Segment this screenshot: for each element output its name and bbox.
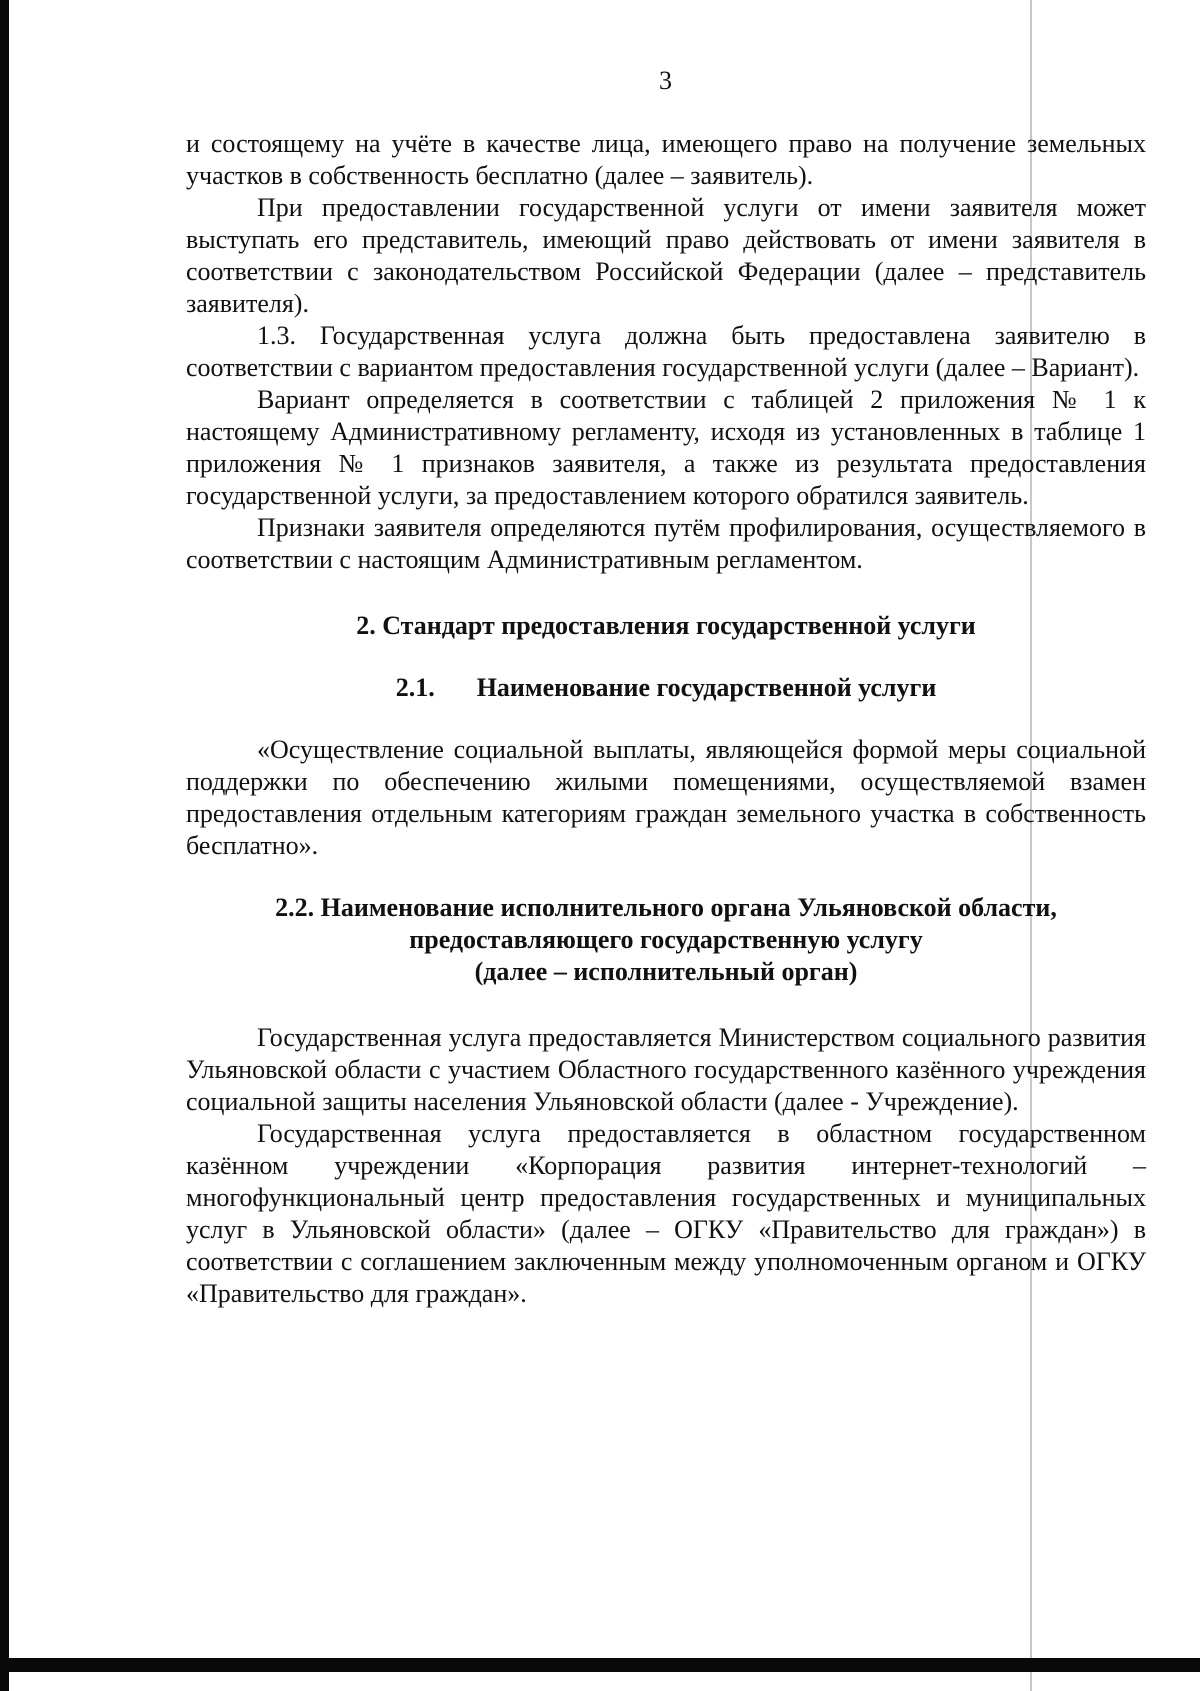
paragraph-service-name: «Осуществление социальной выплаты, являющейся формой меры социальной поддержки по обеспечению жилыми помещениями, осуществляемой взамен предоставления отдельным категориям граждан земельного участка в собственность бесплатно». [186, 735, 1146, 860]
document-body [186, 128, 1146, 1310]
paragraph-applicant: и состоящему на учёте в качестве лица, имеющего право на получение земельных участков в собственность бесплатно (далее – заявитель). [186, 129, 1146, 190]
paragraph-variant: Вариант определяется в соответствии с таблицей 2 приложения № 1 к настоящему Административному регламенту, исходя из установленных в таблице 1 приложения № 1 признаков заявителя, а также из результата предоставления государственной услуги, за предоставлением которого обратился заявитель. [186, 385, 1146, 510]
section-2-1-heading [186, 672, 1146, 704]
paragraph-1-3: 1.3. Государственная услуга должна быть предоставлена заявителю в соответствии с вариантом предоставления государственной услуги (далее – Вариант). [186, 321, 1146, 382]
scan-left-edge [0, 0, 9, 1691]
section-2-2-title-line3: (далее – исполнительный орган) [474, 957, 858, 986]
paragraph-applicant-signs: Признаки заявителя определяются путём профилирования, осуществляемого в соответствии с настоящим Административным регламентом. [186, 513, 1146, 574]
page-number: 3 [659, 66, 672, 95]
paragraph-ministry: Государственная услуга предоставляется Министерством социального развития Ульяновской области с участием Областного государственного казённого учреждения социальной защиты населения Ульяновской области (далее - Учреждение). [186, 1023, 1146, 1116]
section-2-2-heading [186, 892, 1146, 988]
section-2-heading: 2. Стандарт предоставления государственной услуги [356, 611, 976, 640]
section-2-1-number: 2.1. [395, 673, 435, 702]
paragraph-mfc: Государственная услуга предоставляется в областном государственном казённом учреждении «Корпорация развития интернет-технологий – многофункциональный центр предоставления государственных и муниципальных услуг в Ульяновской области» (далее – ОГКУ «Правительство для граждан») в соответствии с соглашением заключенным между уполномоченным органом и ОГКУ «Правительство для граждан». [186, 1119, 1146, 1308]
scan-bottom-edge [0, 1658, 1200, 1672]
paragraph-representative: При предоставлении государственной услуги от имени заявителя может выступать его представитель, имеющий право действовать от имени заявителя в соответствии с законодательством Российской Федерации (далее – представитель заявителя). [186, 193, 1146, 318]
section-2-1-title: Наименование государственной услуги [476, 673, 937, 702]
section-2-2-title-line1: 2.2. Наименование исполнительного органа Ульяновской области, [275, 893, 1057, 922]
section-2-2-title-line2: предоставляющего государственную услугу [409, 925, 923, 954]
